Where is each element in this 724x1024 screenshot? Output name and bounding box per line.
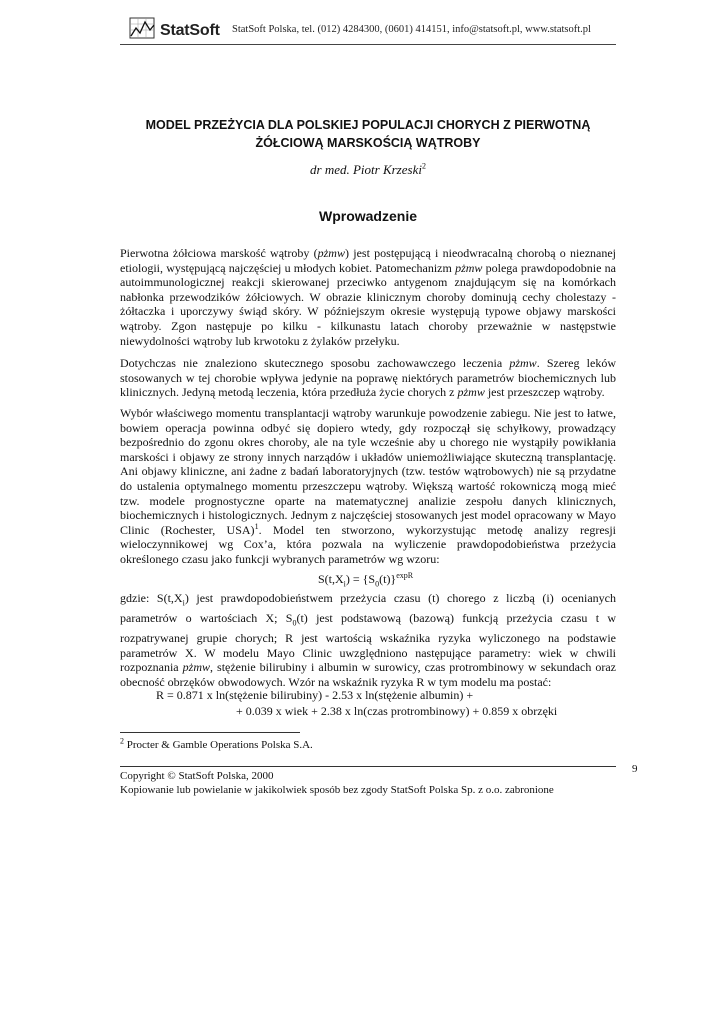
footer-divider [120, 766, 616, 767]
risk-formula-line-1: R = 0.871 x ln(stężenie bilirubiny) - 2.53 x ln(stężenie albumin) + [156, 688, 474, 702]
author [120, 162, 616, 178]
p1-term-1: pżmw [317, 246, 345, 260]
p2-text-c: jest przeszczep wątroby. [484, 385, 605, 400]
survival-formula [318, 571, 414, 589]
footnote-text: Procter & Gamble Operations Polska S.A. [124, 739, 313, 751]
page-footer [120, 769, 554, 797]
p1-text-a: Pierwotna żółciowa marskość wątroby ( [120, 246, 318, 260]
page-number: 9 [632, 763, 638, 775]
document-title [120, 116, 616, 152]
logo-text: StatSoft [160, 22, 220, 39]
risk-formula-line-2: + 0.039 x wiek + 2.38 x ln(czas protrombinowy) + 0.859 x obrzęki [236, 704, 558, 718]
p1-text-b: ) jest postępującą i nieodwracalną chorobą o nieznanej etiologii, występującą najczęściej u młodych kobiet. Patomechanizm [120, 246, 617, 275]
footnote [120, 736, 313, 751]
formula1-mid-sub: 0 [375, 579, 380, 589]
formula1-exponent: expR [396, 571, 414, 580]
title-line-2: ŻÓŁCIOWĄ MARSKOŚCIĄ WĄTROBY [255, 136, 481, 150]
author-name: dr med. Piotr Krzeski [310, 162, 422, 177]
p4-text-b: ) jest prawdopodobieństwem przeżycia czasu (t) chorego z liczbą (i) ocenianych parametrów o wartościach X; S [120, 591, 616, 625]
formula1-mid: ) = {S [345, 572, 376, 586]
p2-term-2: pżmw [457, 385, 485, 400]
paragraph-3 [120, 406, 616, 567]
title-line-1: MODEL PRZEŻYCIA DLA POLSKIEJ POPULACJI CHORYCH Z PIERWOTNĄ [145, 118, 591, 132]
paragraph-1 [120, 246, 616, 348]
footer-copyright: Copyright © StatSoft Polska, 2000 [120, 770, 274, 782]
formula1-lhs-sub: i [343, 579, 346, 589]
p3-reference: 1 [254, 521, 259, 531]
footnote-number: 2 [120, 736, 124, 746]
p4-sub-2: 0 [292, 618, 297, 628]
p2-text-b: . Szereg leków stosowanych w tej chorobie wpływa jedynie na poprawę niektórych parametrów biochemicznych lub klinicznych. Jedyną metodą leczenia, która przedłuża życie chorych z [120, 356, 616, 400]
p3-text-a: Wybór właściwego momentu transplantacji wątroby warunkuje powodzenie zabiegu. Nie jest to łatwe, bowiem operacja powinna odbyć się dopiero wtedy, gdy rozpoczął się schyłkowy, prowadzący bezpośrednio do zgonu okres choroby, ale na tyle wcześnie aby u chorego nie wystąpiły powikłania marskości i objawy ze strony innych narządów i układów uniemożliwiające skuteczną transplantację. Ani objawy kliniczne, ani żadne z badań laboratoryjnych (tzw. testów wątrobowych) nie są przydatne do ustalenia optymalnego momentu przeszczepu wątroby. Większą wartość rokowniczą mogą mieć tzw. modele prognostyczne oparte na matematycznej analizie zespołu danych klinicznych, biochemicznych i histologicznych. Jednym z najczęściej stosowanych jest model opracowany w Mayo Clinic (Rochester, USA) [120, 406, 616, 537]
header-contact: StatSoft Polska, tel. (012) 4284300, (0601) 414151, info@statsoft.pl, www.statsoft.pl [232, 24, 591, 35]
formula1-rhs: (t)} [379, 572, 397, 586]
p4-text-a: gdzie: S(t,X [120, 591, 183, 605]
p1-text-c: polega prawdopodobnie na autoimmunologicznej reakcji skierowanej przeciwko antygenom znajdującym się na komórkach nabłonka przewodzików żółciowych. W obrazie klinicznym choroby dominują cechy cholestazy - żółtaczka i uporczywy świąd skóry. W późniejszym okresie występują typowe objawy marskości wątroby. Zgon następuje po kilku - kilkunastu latach choroby przeważnie w następstwie niewydolności wątroby lub krwotoku z żylaków przełyku. [120, 260, 617, 348]
author-footnote-ref: 2 [421, 161, 426, 171]
paragraph-2 [120, 356, 616, 400]
statsoft-logo-icon [128, 16, 158, 42]
p2-text-a: Dotychczas nie znaleziono skutecznego sposobu zachowawczego leczenia [120, 356, 510, 370]
p4-text-d: , stężenie bilirubiny i albumin w surowicy, czas protrombinowy w sekundach oraz obecność obrzęków obwodowych. Wzór na wskaźnik ryzyka R w tym modelu ma postać: [120, 660, 616, 689]
p4-term: pżmw [182, 660, 210, 675]
p4-text-c: (t) jest podstawową (bazową) funkcją przeżycia czasu t w rozpatrywanej grupie chorych; R jest wartością wskaźnika ryzyka wyliczonego na podstawie parametrów X. W modelu Mayo Clinic uwzględniono następujące parametry: wiek w chwili rozpoznania [120, 610, 616, 675]
page-header [120, 14, 616, 45]
p1-term-2: pżmw [455, 260, 483, 275]
formula1-lhs: S(t,X [318, 572, 344, 586]
p2-term-1: pżmw [509, 356, 537, 370]
p4-sub-1: i [182, 598, 185, 608]
p3-text-b: . Model ten stworzono, wykorzystując metodę analizy regresji wieloczynnikowej wg Cox’a, która pozwala na wyliczenie prawdopodobieństwa przeżycia określonego czasu jako funkcji wybranych parametrów wg wzoru: [120, 522, 616, 566]
paragraph-4 [120, 591, 616, 689]
footnote-divider [120, 732, 300, 733]
statsoft-logo [128, 16, 236, 42]
footer-notice: Kopiowanie lub powielanie w jakikolwiek sposób bez zgody StatSoft Polska Sp. z o.o. zabronione [120, 784, 554, 796]
section-title: Wprowadzenie [318, 208, 417, 224]
